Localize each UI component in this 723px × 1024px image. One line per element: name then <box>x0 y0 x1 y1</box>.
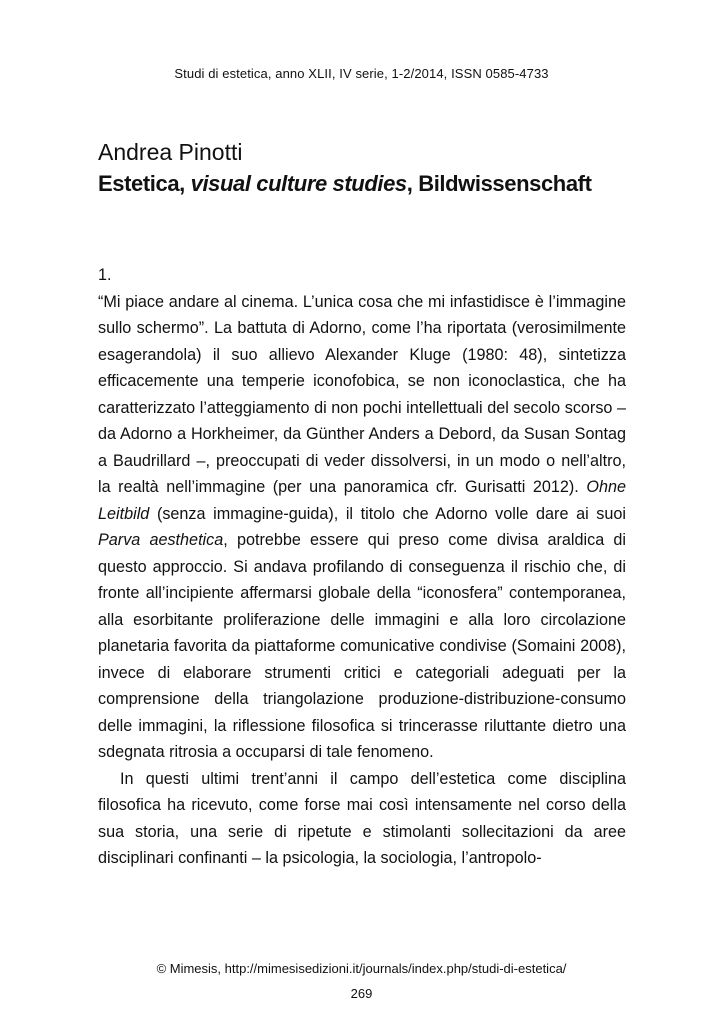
title-part-bildwissenschaft: Bildwissenschaft <box>418 171 592 196</box>
author-name: Andrea Pinotti <box>98 139 243 165</box>
paragraph-1 <box>98 289 626 766</box>
paragraph-1-text-a: “Mi piace andare al cinema. L’unica cosa che mi infastidisce è l’immagine sullo schermo”. La battuta di Adorno, come l’ha riportata (verosimilmente esagerandola) il suo allievo Alexander Kluge (1980: 48), sintetizza efficacemente una temperie iconofobica, se non iconoclastica, che ha caratterizzato l’atteggiamento di non pochi intellettuali del secolo scorso – da Adorno a Horkheimer, da Günther Anders a Debord, da Susan Sontag a Baudrillard –, preoccupati di veder dissolversi, in un modo o nell’altro, la realtà nell’immagine (per una panoramica cfr. Gurisatti 2012). <box>98 292 626 496</box>
paragraph-2: In questi ultimi trent’anni il campo dell’estetica come disciplina filosofica ha ricevuto, come forse mai così intensamente nel corso della sua storia, una serie di ripetute e stimolanti sollecitazioni da aree disciplinari confinanti – la psicologia, la sociologia, l’antropolo- <box>98 769 626 867</box>
title-part-visual-culture: visual culture studies <box>190 171 407 196</box>
paragraph-1-text-b: (senza immagine-guida), il titolo che Adorno volle dare ai suoi <box>149 504 626 523</box>
running-header: Studi di estetica, anno XLII, IV serie, 1-2/2014, ISSN 0585-4733 <box>174 66 549 81</box>
title-part-estetica: Estetica, <box>98 171 191 196</box>
article-body <box>98 262 626 872</box>
italic-ohne-leitbild: Ohne Leitbild <box>98 478 626 523</box>
paragraph-1-text-c: , potrebbe essere qui preso come divisa araldica di questo approccio. Si andava profilando di conseguenza il rischio che, di fronte all’incipiente affermarsi globale della “iconosfera” contemporanea, alla esorbitante proliferazione delle immagini e alla loro circolazione planetaria favorita da piattaforme comunicative condivise (Somaini 2008), invece di elaborare strumenti critici e categoriali adeguati per la comprensione della triangolazione produzione-distribuzione-consumo delle immagini, la riflessione filosofica si trincerasse riluttante dietro una sdegnata ritrosia a occuparsi di tale fenomeno. <box>98 531 626 761</box>
page-number: 269 <box>350 986 373 1001</box>
italic-parva-aesthetica: Parva aesthetica <box>98 531 224 549</box>
copyright-footer: © Mimesis, http://mimesisedizioni.it/journals/index.php/studi-di-estetica/ <box>156 961 567 976</box>
article-title <box>98 168 638 200</box>
title-part-comma: , <box>406 171 419 196</box>
section-number: 1. <box>98 266 112 284</box>
article-heading <box>98 136 638 200</box>
